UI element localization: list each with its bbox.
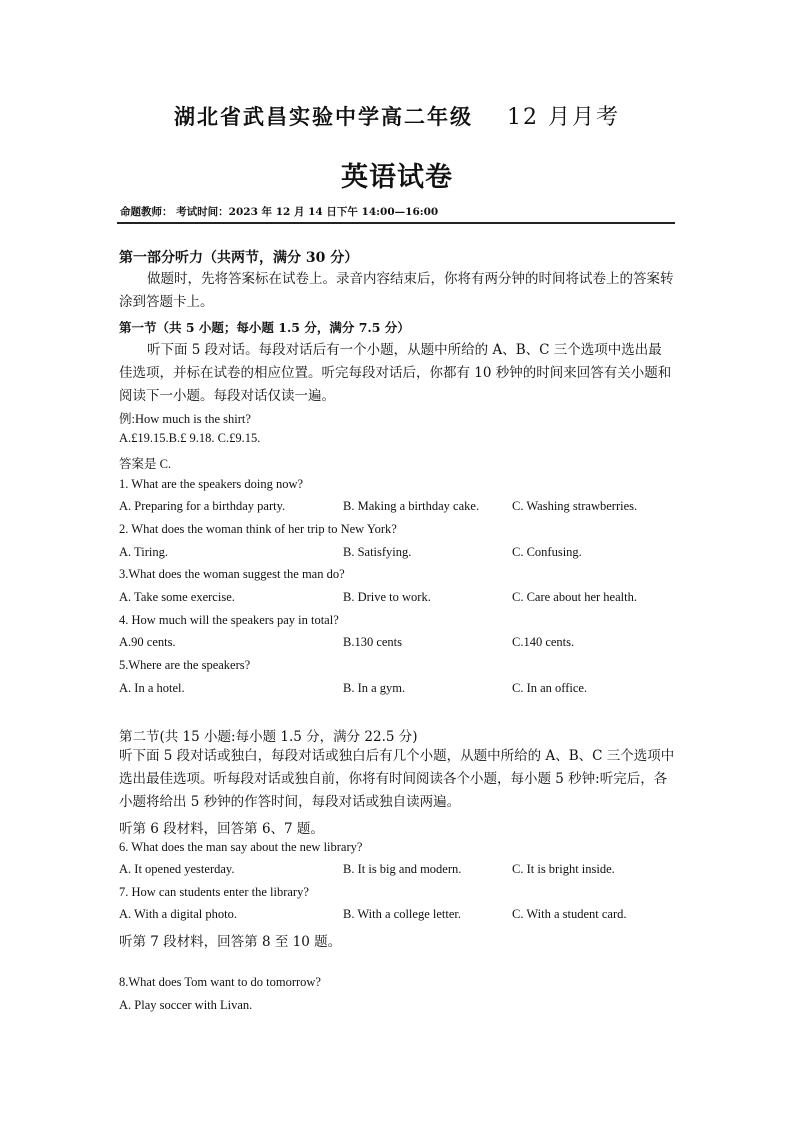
header-divider (117, 222, 675, 224)
section2-instruction: 听下面 5 段对话或独白，每段对话或独白后有几个小题，从题中所给的 A、B、C 三个选项中选出最佳选项。听每段对话或独自前，你将有时间阅读各个小题，每小题 5 秒钟:听完后，各小题将给出 5 秒钟的作答时间，每段对话或独自读两遍。 (119, 748, 675, 810)
question-6: 6. What does the man say about the new library? (119, 840, 363, 854)
exam-meta: 命题教师： 考试时间：2023 年 12 月 14 日下午 14:00—16:00 (120, 206, 439, 218)
q1-option-c: C. Washing strawberries. (512, 499, 638, 513)
q6-option-b: B. It is big and modern. (343, 862, 462, 876)
q7-option-c: C. With a student card. (512, 907, 627, 921)
section2-heading: 第二节(共 15 小题:每小题 1.5 分，满分 22.5 分) (119, 729, 418, 745)
material-6-instruction: 听第 6 段材料，回答第 6、7 题。 (119, 821, 324, 837)
q2-option-a: A. Tiring. (119, 545, 168, 559)
exam-title-main: 湖北省武昌实验中学高二年级 (174, 104, 473, 129)
q6-option-a: A. It opened yesterday. (119, 862, 235, 876)
q8-option-a: A. Play soccer with Livan. (119, 998, 253, 1012)
q3-option-a: A. Take some exercise. (119, 590, 235, 604)
question-5: 5.Where are the speakers? (119, 658, 251, 672)
q2-option-c: C. Confusing. (512, 545, 582, 559)
exam-subtitle: 英语试卷 (341, 162, 453, 193)
question-7: 7. How can students enter the library? (119, 885, 309, 899)
part1-heading: 第一部分听力（共两节，满分 30 分） (119, 250, 359, 266)
exam-title (0, 100, 794, 131)
q5-option-b: B. In a gym. (343, 681, 406, 695)
example-question: 例:How much is the shirt? (119, 412, 251, 426)
question-2: 2. What does the woman think of her trip to New York? (119, 522, 397, 536)
section1-heading: 第一节（共 5 小题；每小题 1.5 分，满分 7.5 分） (119, 320, 410, 335)
q1-option-a: A. Preparing for a birthday party. (119, 499, 286, 513)
q7-option-b: B. With a college letter. (343, 907, 461, 921)
example-answer: 答案是 C. (119, 457, 172, 471)
question-1: 1. What are the speakers doing now? (119, 477, 304, 491)
question-4: 4. How much will the speakers pay in total? (119, 613, 339, 627)
example-options: A.£19.15.B.£ 9.18. C.£9.15. (119, 431, 261, 445)
q4-option-b: B.130 cents (343, 635, 403, 649)
q4-option-a: A.90 cents. (119, 635, 176, 649)
part1-instruction: 做题时，先将答案标在试卷上。录音内容结束后，你将有两分钟的时间将试卷上的答案转涂到答题卡上。 (119, 271, 674, 310)
material-7-instruction: 听第 7 段材料，回答第 8 至 10 题。 (119, 934, 342, 950)
q1-option-b: B. Making a birthday cake. (343, 499, 480, 513)
section1-instruction: 听下面 5 段对话。每段对话后有一个小题，从题中所给的 A、B、C 三个选项中选出最佳选项，并标在试卷的相应位置。听完每段对话后，你都有 10 秒钟的时间来回答有关小题和阅读下一小题。每段对话仅读一遍。 (119, 342, 672, 404)
question-3: 3.What does the woman suggest the man do? (119, 567, 345, 581)
q3-option-c: C. Care about her health. (512, 590, 637, 604)
question-8: 8.What does Tom want to do tomorrow? (119, 975, 321, 989)
q3-option-b: B. Drive to work. (343, 590, 431, 604)
q4-option-c: C.140 cents. (512, 635, 575, 649)
q5-option-a: A. In a hotel. (119, 681, 185, 695)
q6-option-c: C. It is bright inside. (512, 862, 615, 876)
exam-title-month: 12 月月考 (507, 105, 620, 130)
q7-option-a: A. With a digital photo. (119, 907, 238, 921)
q5-option-c: C. In an office. (512, 681, 588, 695)
q2-option-b: B. Satisfying. (343, 545, 412, 559)
